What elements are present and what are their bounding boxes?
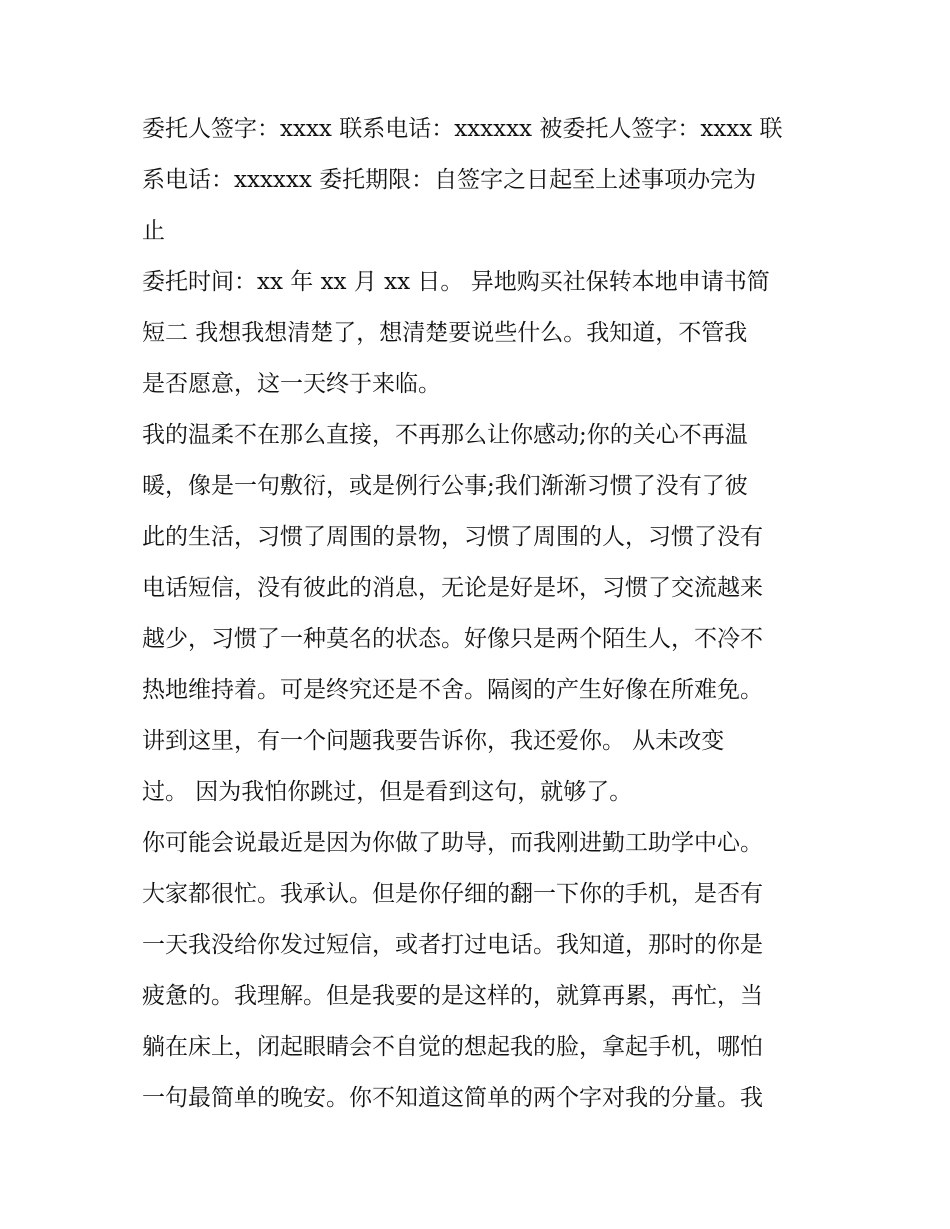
text-line: 讲到这里，有一个问题我要告诉你，我还爱你。 从未改变 — [142, 728, 725, 754]
text-line: 疲惫的。我理解。但是我要的是这样的，就算再累，再忙，当 — [142, 983, 763, 1009]
text-line: 一天我没给你发过短信，或者打过电话。我知道，那时的你是 — [142, 932, 763, 958]
text-line: 止 — [142, 218, 165, 244]
text-line: 电话短信，没有彼此的消息，无论是好是坏，习惯了交流越来 — [142, 575, 763, 601]
text-line: 你可能会说最近是因为你做了助导，而我刚进勤工助学中心。 — [142, 830, 763, 856]
text-line: 越少，习惯了一种莫名的状态。好像只是两个陌生人，不冷不 — [142, 626, 763, 652]
text-line: 我的温柔不在那么直接，不再那么让你感动;你的关心不再温 — [142, 422, 748, 448]
text-line: 大家都很忙。我承认。但是你仔细的翻一下你的手机，是否有 — [142, 881, 763, 907]
text-line: 委托人签字：xxxx 联系电话：xxxxxx 被委托人签字：xxxx 联 — [142, 116, 783, 142]
text-line: 热地维持着。可是终究还是不舍。隔阂的产生好像在所难免。 — [142, 677, 763, 703]
text-line: 一句最简单的晚安。你不知道这简单的两个字对我的分量。我 — [142, 1085, 763, 1111]
document-body — [142, 104, 822, 1124]
text-line: 此的生活，习惯了周围的景物，习惯了周围的人，习惯了没有 — [142, 524, 763, 550]
text-line: 短二 我想我想清楚了，想清楚要说些什么。我知道，不管我 — [142, 320, 748, 346]
text-line: 躺在床上，闭起眼睛会不自觉的想起我的脸，拿起手机，哪怕 — [142, 1034, 763, 1060]
text-line: 过。 因为我怕你跳过，但是看到这句，就够了。 — [142, 779, 633, 805]
text-line: 是否愿意，这一天终于来临。 — [142, 371, 441, 397]
text-line: 委托时间：xx 年 xx 月 xx 日。 异地购买社保转本地申请书简 — [142, 269, 770, 295]
text-line: 暖，像是一句敷衍，或是例行公事;我们渐渐习惯了没有了彼 — [142, 473, 748, 499]
text-line: 系电话：xxxxxx 委托期限：自签字之日起至上述事项办完为 — [142, 167, 757, 193]
